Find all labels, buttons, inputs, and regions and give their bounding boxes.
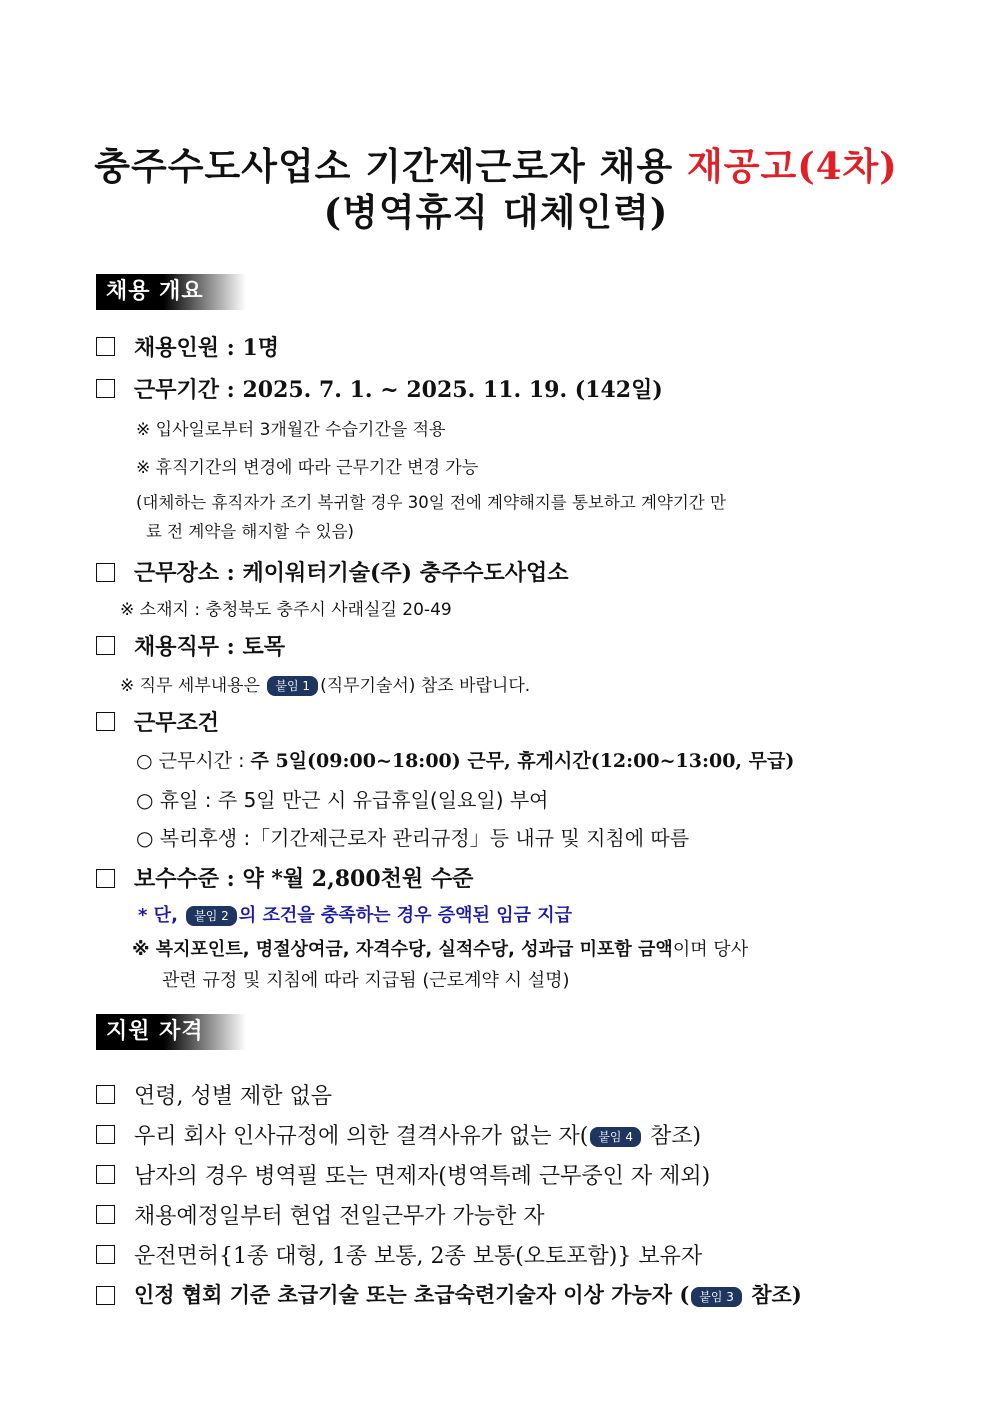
checkbox-conditions: [96, 712, 115, 731]
job-note: ※ 직무 세부내용은 붙임 1 (직무기술서) 참조 바랍니다.: [120, 676, 531, 696]
condition-holiday: ○ 휴일 : 주 5일 만근 시 유급휴일(일요일) 부여: [136, 788, 549, 812]
title-main: 충주수도사업소 기간제근로자 채용: [94, 144, 688, 188]
period-note-detail-2: 료 전 계약을 해지할 수 있음): [146, 522, 354, 541]
checkbox-q4: [96, 1205, 115, 1224]
checkbox-q1: [96, 1085, 115, 1104]
qualification-age: 연령, 성별 제한 없음: [134, 1084, 332, 1109]
pay-exclusion-note: ※ 복지포인트, 명절상여금, 자격수당, 실적수당, 성과급 미포함 금액이며 당사: [132, 939, 749, 960]
pay-level: 보수수준 : 약 *월 2,800천원 수준: [134, 866, 474, 892]
qualification-fulltime: 채용예정일부터 현업 전일근무가 가능한 자: [134, 1204, 545, 1229]
checkbox-pay: [96, 869, 115, 888]
qualification-license: 운전면허{1종 대형, 1종 보통, 2종 보통(오토포함)} 보유자: [134, 1244, 703, 1269]
title-red: 재공고(4차): [687, 144, 898, 188]
attachment-4-badge: 붙임 4: [590, 1127, 641, 1147]
job-title: 채용직무 : 토목: [134, 634, 285, 660]
attachment-2-badge: 붙임 2: [186, 906, 237, 926]
qualification-disqualification: 우리 회사 인사규정에 의한 결격사유가 없는 자( 붙임 4 참조): [134, 1124, 702, 1149]
checkbox-job: [96, 636, 115, 655]
checkbox-q6: [96, 1286, 115, 1305]
checkbox-q5: [96, 1245, 115, 1264]
checkbox-headcount: [96, 337, 115, 356]
pay-note: * 단, 붙임 2 의 조건을 충족하는 경우 증액된 임금 지급: [138, 905, 573, 926]
attachment-3-badge: 붙임 3: [691, 1287, 742, 1307]
page-subtitle: (병역휴직 대체인력): [323, 190, 669, 234]
section-header-qualifications: 지원 자격: [96, 1014, 246, 1050]
checkbox-period: [96, 379, 115, 398]
condition-welfare: ○ 복리후생 :「기간제근로자 관리규정」등 내규 및 지침에 따름: [136, 826, 690, 850]
work-period: 근무기간 : 2025. 7. 1. ~ 2025. 11. 19. (142일): [134, 377, 663, 403]
checkbox-place: [96, 563, 115, 582]
qualification-technician: 인정 협회 기준 초급기술 또는 초급숙련기술자 이상 가능자 ( 붙임 3 참조): [134, 1282, 802, 1307]
checkbox-q2: [96, 1125, 115, 1144]
headcount: 채용인원 : 1명: [134, 335, 280, 361]
section-header-overview: 채용 개요: [96, 274, 246, 310]
page-title: [0, 144, 992, 188]
period-note-change: ※ 휴직기간의 변경에 따라 근무기간 변경 가능: [136, 458, 479, 478]
period-note-detail-1: (대체하는 휴직자가 조기 복귀할 경우 30일 전에 계약해지를 통보하고 계약기간 만: [136, 493, 726, 512]
work-conditions: 근무조건: [134, 710, 220, 736]
work-place: 근무장소 : 케이워터기술(주) 충주수도사업소: [134, 560, 569, 586]
qualification-military: 남자의 경우 병역필 또는 면제자(병역특례 근무중인 자 제외): [134, 1164, 711, 1189]
period-note-probation: ※ 입사일로부터 3개월간 수습기간을 적용: [136, 420, 446, 440]
condition-hours: ○ 근무시간 : 주 5일(09:00~18:00) 근무, 휴게시간(12:00~13:00, 무급): [136, 750, 795, 772]
checkbox-q3: [96, 1165, 115, 1184]
attachment-1-badge: 붙임 1: [267, 676, 318, 696]
pay-exclusion-note-2: 관련 규정 및 지침에 따라 지급됨 (근로계약 시 설명): [162, 970, 570, 991]
place-address: ※ 소재지 : 충청북도 충주시 사래실길 20-49: [120, 600, 452, 620]
